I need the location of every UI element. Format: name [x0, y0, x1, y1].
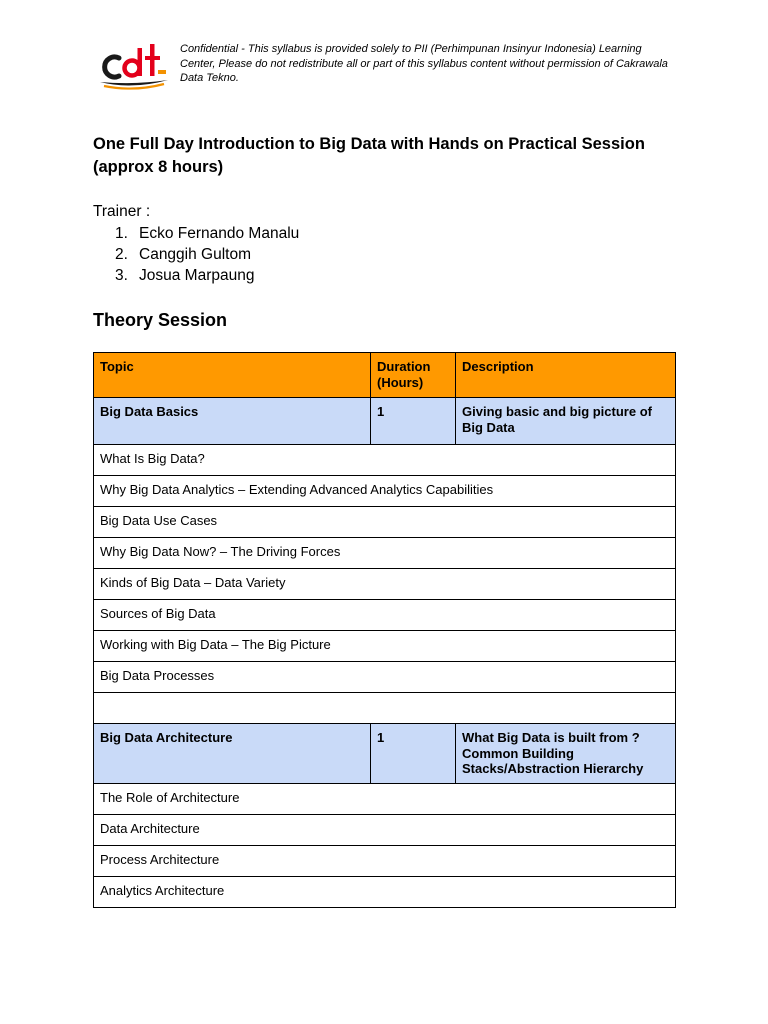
subtopic-cell: Sources of Big Data [94, 600, 676, 631]
trainer-label: Trainer : [93, 203, 151, 220]
description-cell: Giving basic and big picture of Big Data [456, 398, 676, 445]
table-row [94, 784, 676, 815]
trainer-list [115, 224, 299, 287]
topic-cell: Big Data Architecture [94, 724, 371, 784]
trainer-item: 3. Josua Marpaung [115, 267, 255, 284]
description-cell: What Big Data is built from ? Common Building Stacks/Abstraction Hierarchy [456, 724, 676, 784]
trainer-name: Ecko Fernando Manalu [139, 225, 300, 242]
subtopic-cell: Kinds of Big Data – Data Variety [94, 569, 676, 600]
trainer-name: Josua Marpaung [139, 267, 255, 284]
subtopic-cell: What Is Big Data? [94, 445, 676, 476]
table-row [94, 877, 676, 908]
subtopic-cell: Data Architecture [94, 815, 676, 846]
column-header-description: Description [456, 353, 676, 398]
table-row [94, 569, 676, 600]
subtopic-cell: Process Architecture [94, 846, 676, 877]
blank-cell [94, 693, 676, 724]
duration-cell: 1 [371, 398, 456, 445]
column-header-duration: Duration (Hours) [371, 353, 456, 398]
subtopic-cell: Analytics Architecture [94, 877, 676, 908]
table-row [94, 846, 676, 877]
table-header-row [94, 353, 676, 398]
table-row [94, 507, 676, 538]
table-row [94, 538, 676, 569]
trainer-item: 2. Canggih Gultom [115, 246, 252, 263]
trainer-name: Canggih Gultom [139, 246, 252, 263]
table-row [94, 815, 676, 846]
table-row [94, 662, 676, 693]
subtopic-cell: Working with Big Data – The Big Picture [94, 631, 676, 662]
trainer-item: 1. Ecko Fernando Manalu [115, 225, 300, 242]
topic-group-row [94, 724, 676, 784]
subtopic-cell: Why Big Data Analytics – Extending Advanced Analytics Capabilities [94, 476, 676, 507]
syllabus-table [93, 352, 676, 908]
document-header [98, 40, 678, 92]
topic-group-row [94, 398, 676, 445]
topic-cell: Big Data Basics [94, 398, 371, 445]
duration-cell: 1 [371, 724, 456, 784]
table-row [94, 445, 676, 476]
subtopic-cell: Big Data Use Cases [94, 507, 676, 538]
confidential-notice: Confidential - This syllabus is provided solely to PII (Perhimpunan Insinyur Indonesia) Learning Center, Please do not redistribute all or part of this syllabus content without permission of Cakrawala Data Tekno. [180, 43, 668, 84]
document-title: One Full Day Introduction to Big Data with Hands on Practical Session (approx 8 hours) [93, 135, 645, 176]
cdt-logo [98, 40, 170, 90]
blank-row [94, 693, 676, 724]
table-row [94, 600, 676, 631]
table-row [94, 476, 676, 507]
subtopic-cell: Why Big Data Now? – The Driving Forces [94, 538, 676, 569]
subtopic-cell: Big Data Processes [94, 662, 676, 693]
section-heading: Theory Session [93, 310, 228, 330]
subtopic-cell: The Role of Architecture [94, 784, 676, 815]
column-header-topic: Topic [94, 353, 371, 398]
table-row [94, 631, 676, 662]
